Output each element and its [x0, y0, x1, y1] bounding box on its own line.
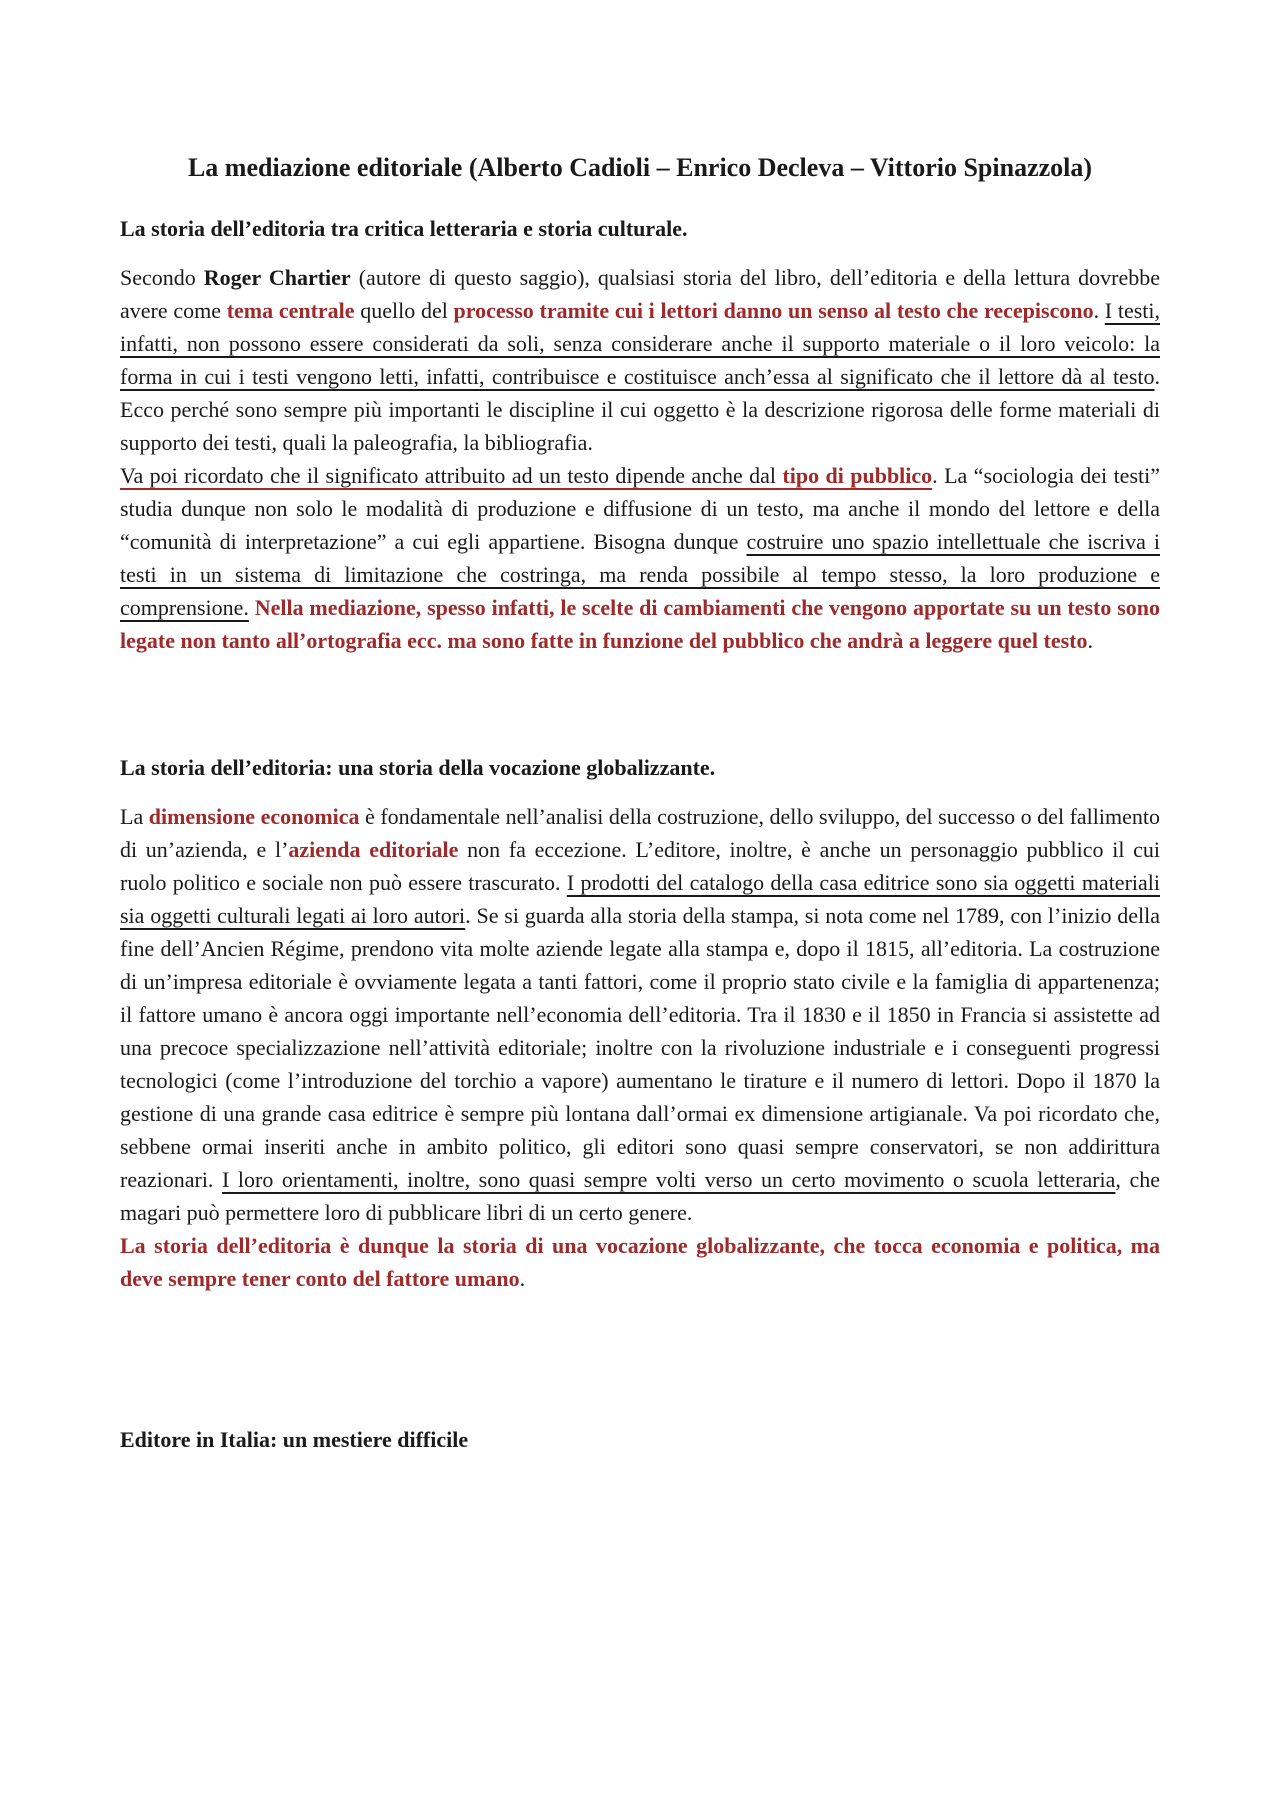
section-heading: La storia dell’editoria tra critica letteraria e storia culturale. — [120, 216, 688, 241]
section-heading: La storia dell’editoria: una storia della vocazione globalizzante. — [120, 755, 716, 780]
underlined-text: I testi, infatti, non possono essere considerati da soli, senza considerare anche il supporto materiale o il loro veicolo: la forma in cui i testi vengono letti, infatti, contribuisce e costituisce anch’essa al significato che il lettore dà al testo — [120, 298, 1160, 389]
text: è fondamentale nell’analisi della costruzione, dello sviluppo, del successo o del fallimento di un’azienda, e l’ — [120, 804, 1160, 862]
text: . — [1087, 628, 1093, 653]
text: . — [1093, 298, 1105, 323]
section-3 — [120, 1423, 1160, 1456]
highlight-text: La storia dell’editoria è dunque la storia di una vocazione globalizzante, che tocca economia e politica, ma deve sempre tener conto del fattore umano — [120, 1233, 1160, 1291]
document-title: La mediazione editoriale (Alberto Cadioli – Enrico Decleva – Vittorio Spinazzola) — [187, 153, 1093, 182]
text: Secondo — [120, 265, 204, 290]
section-1 — [120, 212, 1160, 657]
text: non fa eccezione. L’editore, inoltre, è anche un personaggio pubblico il cui ruolo politico e sociale non può essere trascurato. — [120, 837, 1160, 895]
text: quello del — [354, 298, 454, 323]
text: . — [519, 1266, 526, 1291]
spacer — [120, 657, 1160, 751]
text: . Ecco perché sono sempre più importanti le discipline il cui oggetto è la descrizione rigorosa delle forme materiali di supporto dei testi, quali la paleografia, la bibliografia. — [120, 364, 1160, 455]
paragraph — [120, 261, 1160, 459]
section-2 — [120, 751, 1160, 1295]
text: La — [120, 804, 149, 829]
text: . La “sociologia dei testi” studia dunque non solo le modalità di produzione e diffusione di un testo, ma anche il mondo del lettore e della “comunità di interpretazione” a cui egli appartiene. Bisogna dunque — [120, 463, 1160, 554]
highlight-text: processo tramite cui i lettori danno un senso al testo che recepiscono — [453, 298, 1094, 323]
underlined-text: costruire uno spazio intellettuale che iscriva i testi in un sistema di limitazione che costringa, ma renda possibile al tempo stesso, la loro produzione e comprensione. — [120, 529, 1160, 620]
text: Va poi ricordato che il significato attribuito ad un testo dipende anche dal — [120, 463, 783, 488]
underlined-text — [120, 463, 932, 488]
text: (autore di questo saggio), qualsiasi storia del libro, dell’editoria e della lettura dovrebbe avere come — [120, 265, 1161, 323]
author-name: Roger Chartier — [203, 265, 351, 290]
highlight-text: tipo di pubblico — [782, 463, 933, 488]
section-heading: Editore in Italia: un mestiere difficile — [120, 1427, 469, 1452]
text: . Se si guarda alla storia della stampa, si nota come nel 1789, con l’inizio della fine dell’Ancien Régime, prendono vita molte aziende legate alla stampa e, dopo il 1815, all’editoria. La costruzione di un’impresa editoriale è ovviamente legata a tanti fattori, come il proprio stato civile e la famiglia di appartenenza; il fattore umano è ancora oggi importante nell’economia dell’editoria. Tra il 1830 e il 1850 in Francia si assistette ad una precoce specializzazione nell’attività editoriale; inoltre con la rivoluzione industriale e i conseguenti progressi tecnologici (come l’introduzione del torchio a vapore) aumentano le tirature e il numero di lettori. Dopo il 1870 la gestione di una grande casa editrice è sempre più lontana dall’ormai ex dimensione artigianale. Va poi ricordato che, sebbene ormai inseriti anche in ambito politico, gli editori sono quasi sempre conservatori, se non addirittura reazionari. — [120, 903, 1161, 1192]
highlight-text: Nella mediazione, spesso infatti, le scelte di cambiamenti che vengono apportate su un testo sono legate non tanto all’ortografia ecc. ma sono fatte in funzione del pubblico che andrà a leggere quel testo — [120, 595, 1160, 653]
highlight-text: tema centrale — [226, 298, 355, 323]
paragraph — [120, 800, 1160, 1229]
paragraph — [120, 459, 1160, 657]
text: , che magari può permettere loro di pubblicare libri di un certo genere. — [120, 1167, 1161, 1225]
highlight-text: azienda editoriale — [288, 837, 459, 862]
spacer — [120, 1295, 1160, 1423]
highlight-text: dimensione economica — [148, 804, 360, 829]
underlined-text: I prodotti del catalogo della casa editrice sono sia oggetti materiali sia oggetti culturali legati ai loro autori — [120, 870, 1160, 928]
underlined-text: I loro orientamenti, inoltre, sono quasi sempre volti verso un certo movimento o scuola letteraria — [222, 1167, 1116, 1192]
paragraph — [120, 1229, 1160, 1295]
document-page — [120, 148, 1160, 1472]
